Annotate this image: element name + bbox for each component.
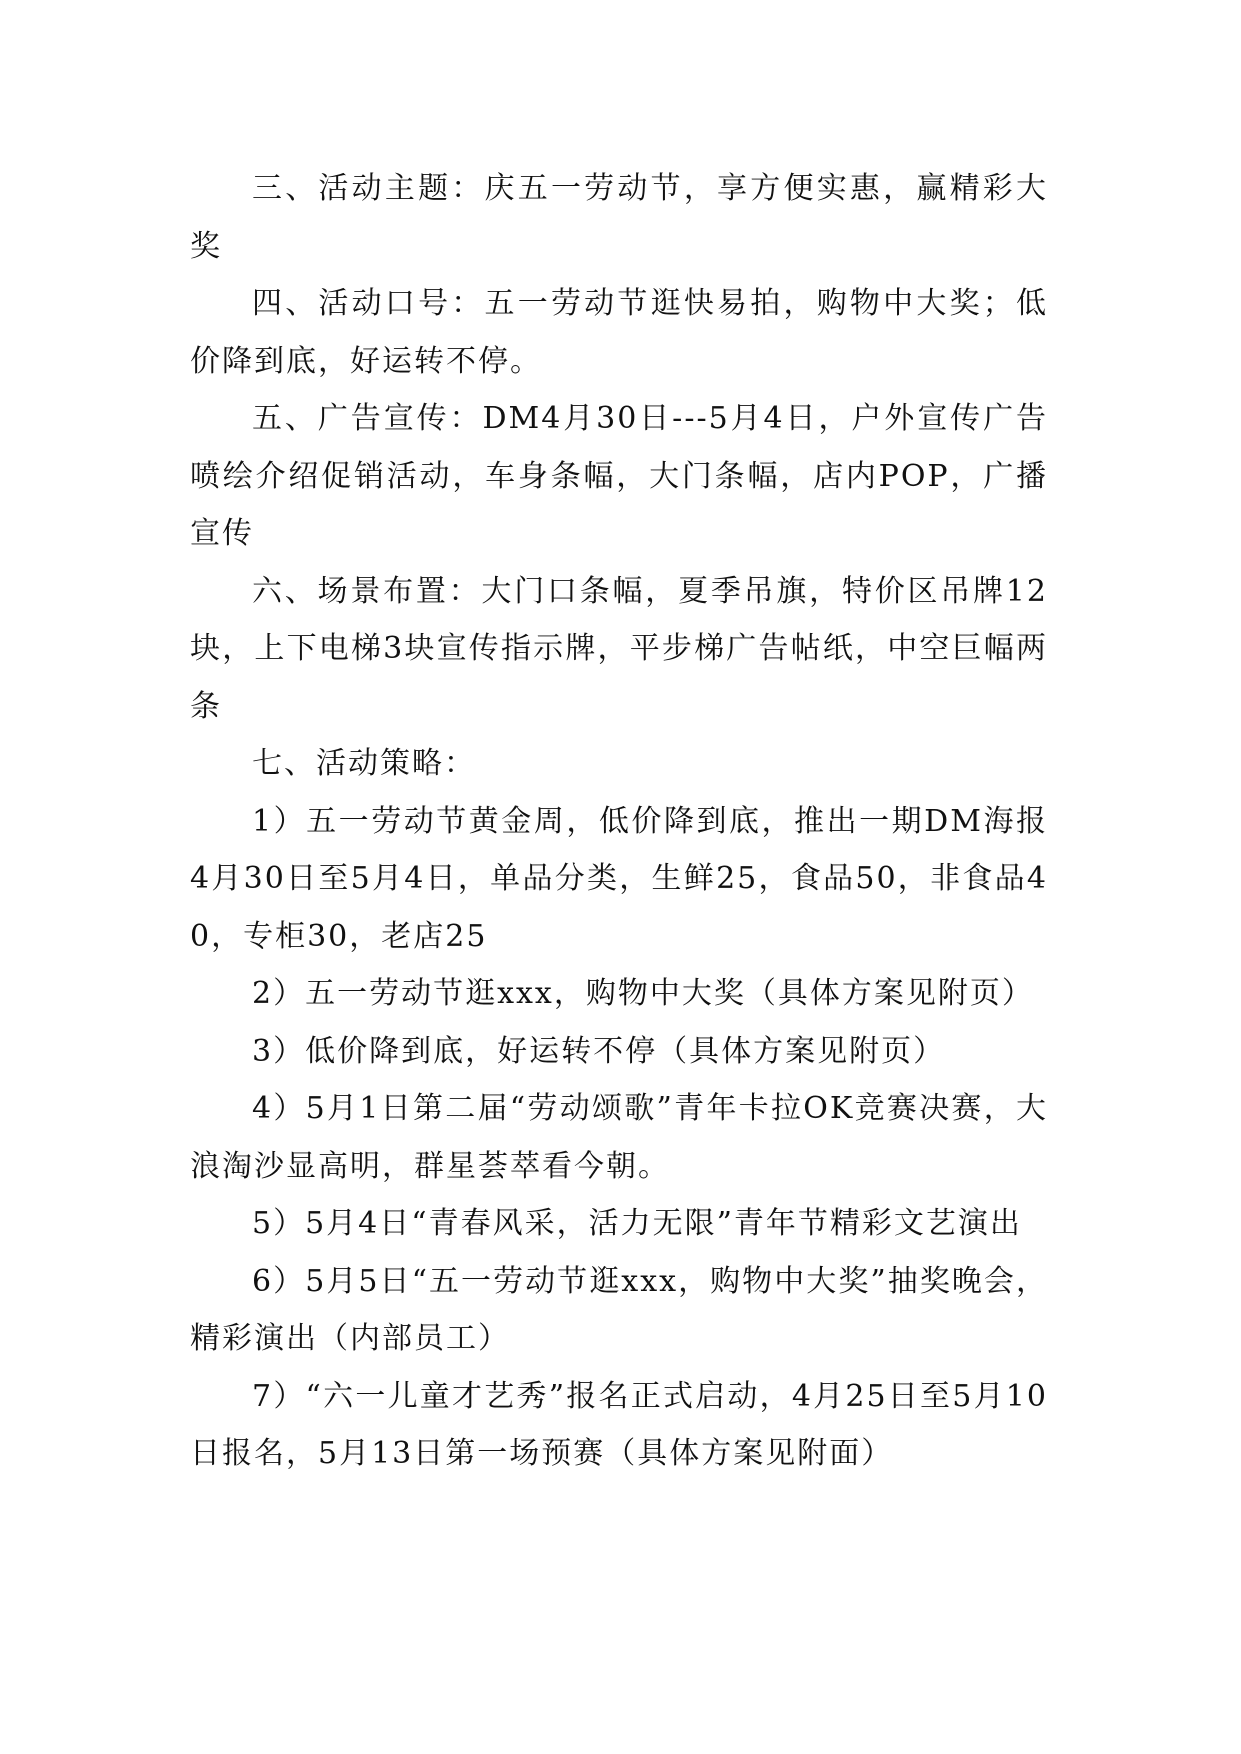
- paragraph-strategy-item-7: 7）“六一儿童才艺秀”报名正式启动，4月25日至5月10日报名，5月13日第一场预赛（具体方案见附面）: [190, 1378, 1048, 1471]
- document-body: [190, 160, 1048, 1483]
- paragraph-activity-theme: 三、活动主题：庆五一劳动节，享方便实惠，赢精彩大奖: [190, 171, 1048, 264]
- paragraph-strategy-item-2: 2）五一劳动节逛xxx，购物中大奖（具体方案见附页）: [252, 976, 1034, 1011]
- paragraph-strategy-item-3: 3）低价降到底，好运转不停（具体方案见附页）: [252, 1033, 946, 1069]
- paragraph-activity-slogan: 四、活动口号：五一劳动节逛快易拍，购物中大奖；低价降到底，好运转不停。: [190, 286, 1048, 379]
- paragraph-strategy-item-4: 4）5月1日第二届“劳动颂歌”青年卡拉OK竞赛决赛，大浪淘沙显高明，群星荟萃看今朝。: [190, 1091, 1048, 1184]
- paragraph-advertising: 五、广告宣传：DM4月30日---5月4日，户外宣传广告喷绘介绍促销活动，车身条幅，大门条幅，店内POP，广播宣传: [190, 401, 1048, 551]
- paragraph-strategy-item-6: 6）5月5日“五一劳动节逛xxx，购物中大奖”抽奖晚会，精彩演出（内部员工）: [190, 1263, 1048, 1356]
- paragraph-strategy-heading: 七、活动策略：: [252, 746, 476, 781]
- paragraph-strategy-item-5: 5）5月4日“青春风采，活力无限”青年节精彩文艺演出: [252, 1206, 1022, 1241]
- paragraph-scene-layout: 六、场景布置：大门口条幅，夏季吊旗，特价区吊牌12块，上下电梯3块宣传指示牌，平步梯广告帖纸，中空巨幅两条: [190, 573, 1048, 724]
- paragraph-strategy-item-1: 1）五一劳动节黄金周，低价降到底，推出一期DM海报4月30日至5月4日，单品分类，生鲜25，食品50，非食品40，专柜30，老店25: [190, 803, 1048, 954]
